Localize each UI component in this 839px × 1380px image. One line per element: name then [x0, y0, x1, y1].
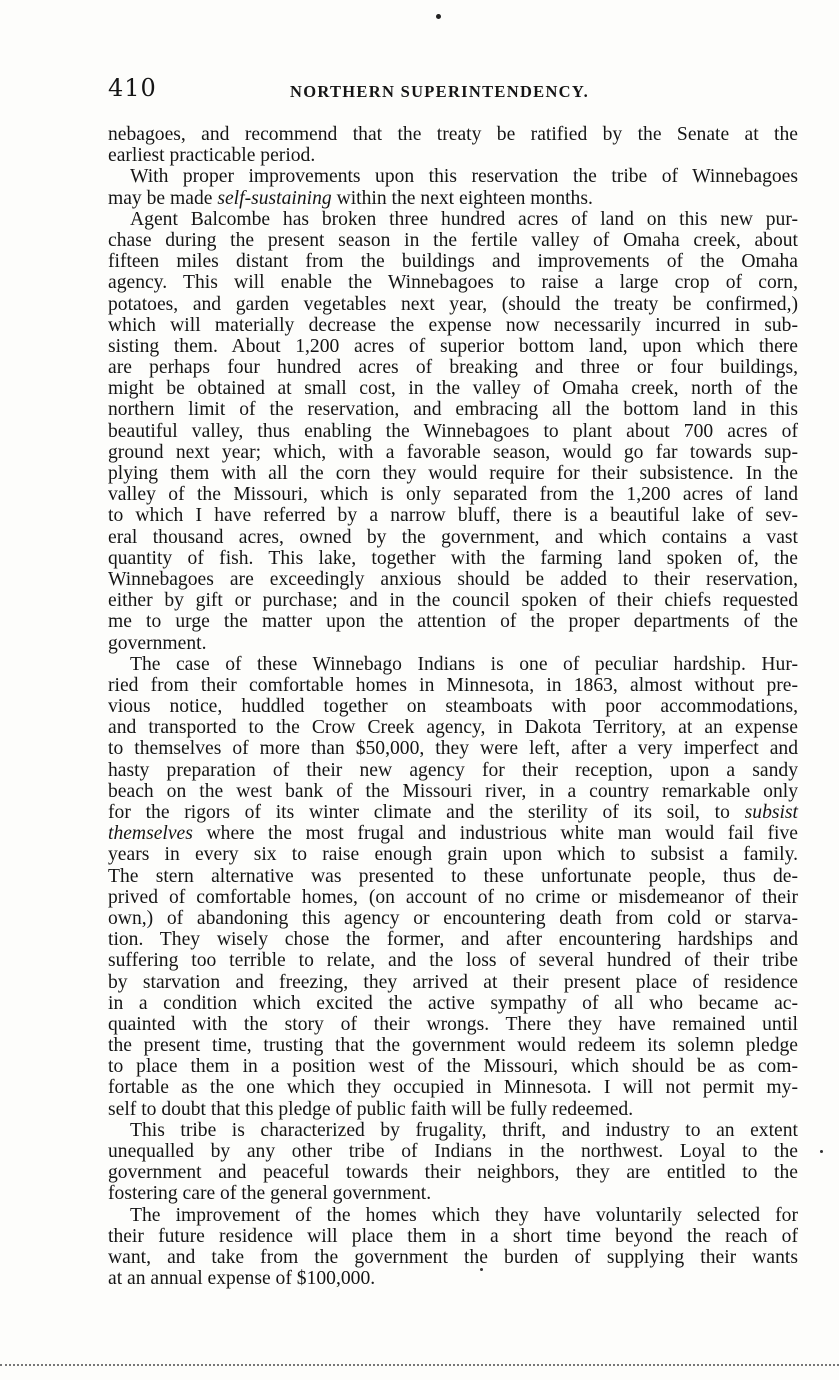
text-line: unequalled by any other tribe of Indians in the northwest. Loyal to the [108, 1141, 798, 1162]
paragraph [108, 209, 798, 654]
paragraph [108, 654, 798, 1120]
text-line: earliest practicable period. [108, 145, 316, 167]
text-line: are perhaps four hundred acres of breaking and three or four buildings, [108, 357, 798, 379]
text-line: to place them in a position west of the Missouri, which should be as com- [108, 1056, 798, 1078]
text-line: fifteen miles distant from the buildings and improvements of the Omaha [108, 251, 798, 273]
page-header [108, 74, 798, 110]
text-line: vious notice, huddled together on steamboats with poor accommodations, [108, 696, 798, 718]
text-line: northern limit of the reservation, and embracing all the bottom land in this [108, 399, 798, 421]
paragraph [108, 124, 798, 166]
text-line: eral thousand acres, owned by the government, and which contains a vast [108, 526, 798, 548]
text-line: Winnebagoes are exceedingly anxious should be added to their reservation, [108, 568, 798, 590]
text-line: beach on the west bank of the Missouri river, in a country remarkable only [108, 780, 798, 802]
text-line: The stern alternative was presented to these unfortunate people, thus de- [108, 865, 798, 887]
text-line: hasty preparation of their new agency for their reception, upon a sandy [108, 759, 798, 781]
scan-speck [480, 1268, 483, 1271]
text-line: in a condition which excited the active sympathy of all who became ac- [108, 992, 798, 1014]
page-bottom-edge [0, 1364, 839, 1366]
paragraph [108, 1120, 798, 1205]
paragraph [108, 1205, 798, 1290]
italic-text: subsist [744, 802, 798, 823]
text-line: government and peaceful towards their neighbors, they are entitled to the [108, 1162, 798, 1184]
text-line: tion. They wisely chose the former, and after encountering hardships and [108, 929, 798, 951]
text-line: want, and take from the government the burden of supplying their wants [108, 1246, 798, 1268]
text-line: ried from their comfortable homes in Minnesota, in 1863, almost without pre- [108, 674, 798, 696]
text-line: years in every six to raise enough grain upon which to subsist a family. [108, 844, 798, 866]
scan-speck [436, 14, 441, 19]
text-line: quantity of fish. This lake, together with the farming land spoken of, the [108, 547, 798, 569]
text-line: to themselves of more than $50,000, they were left, after a very imperfect and [108, 738, 798, 760]
text-line: nebagoes, and recommend that the treaty be ratified by the Senate at the [108, 124, 798, 145]
text-line: prived of comfortable homes, (on account of no crime or misdemeanor of their [108, 886, 798, 908]
text-line: to which I have referred by a narrow bluff, there is a beautiful lake of sev- [108, 505, 798, 527]
text-line: self to doubt that this pledge of public faith will be fully redeemed. [108, 1098, 634, 1120]
text-run: within the next eighteen months. [331, 187, 593, 209]
text-line: chase during the present season in the fertile valley of Omaha creek, about [108, 229, 798, 251]
text-run: for the rigors of its winter climate and the sterility of its soil, to [108, 802, 745, 823]
text-line: potatoes, and garden vegetables next year, (should the treaty be confirmed,) [108, 293, 798, 315]
text-line: valley of the Missouri, which is only separated from the 1,200 acres of land [108, 484, 798, 506]
body-text [108, 124, 798, 1289]
text-line: Agent Balcombe has broken three hundred acres of land on this new pur- [130, 208, 798, 230]
text-line: the present time, trusting that the government would redeem its solemn pledge [108, 1035, 798, 1057]
text-line: at an annual expense of $100,000. [108, 1268, 376, 1290]
running-head: NORTHERN SUPERINTENDENCY. [290, 82, 590, 101]
text-line: me to urge the matter upon the attention of the proper departments of the [108, 611, 798, 633]
text-line: which will materially decrease the expense now necessarily incurred in sub- [108, 314, 798, 336]
text-line: quainted with the story of their wrongs. There they have remained until [108, 1013, 798, 1035]
text-line [108, 188, 798, 209]
text-line: fostering care of the general government. [108, 1183, 432, 1205]
text-line: ground next year; which, with a favorable season, would go far towards sup- [108, 441, 798, 463]
text-line: own,) of abandoning this agency or encountering death from cold or starva- [108, 907, 798, 929]
text-line [108, 823, 798, 844]
text-line: government. [108, 632, 207, 654]
italic-text: themselves [108, 823, 193, 845]
text-line: plying them with all the corn they would require for their subsistence. In the [108, 463, 798, 484]
page-number: 410 [108, 74, 157, 102]
text-line: either by gift or purchase; and in the council spoken of their chiefs requested [108, 590, 798, 612]
text-line: by starvation and freezing, they arrived at their present place of residence [108, 971, 798, 993]
text-run: may be made [108, 187, 218, 209]
text-line: With proper improvements upon this reservation the tribe of Winnebagoes [130, 166, 798, 188]
text-line: The case of these Winnebago Indians is one of peculiar hardship. Hur- [130, 653, 798, 675]
italic-text: self-sustaining [217, 187, 332, 209]
paragraph [108, 166, 798, 208]
text-line: fortable as the one which they occupied in Minnesota. I will not permit my- [108, 1077, 798, 1099]
text-line: This tribe is characterized by frugality, thrift, and industry to an extent [130, 1119, 798, 1141]
text-line: might be obtained at small cost, in the valley of Omaha creek, north of the [108, 378, 798, 400]
text-line: suffering too terrible to relate, and the loss of several hundred of their tribe [108, 950, 798, 972]
text-line: agency. This will enable the Winnebagoes to raise a large crop of corn, [108, 272, 798, 294]
text-line: and transported to the Crow Creek agency, in Dakota Territory, at an expense [108, 717, 798, 739]
text-line [108, 802, 798, 823]
text-run: where the most frugal and industrious white man would fail five [192, 823, 798, 845]
text-line: sisting them. About 1,200 acres of superior bottom land, upon which there [108, 335, 798, 357]
scan-speck [820, 1150, 823, 1153]
text-line: their future residence will place them in a short time beyond the reach of [108, 1225, 798, 1247]
text-line: The improvement of the homes which they have voluntarily selected for [130, 1204, 798, 1226]
text-line: beautiful valley, thus enabling the Winnebagoes to plant about 700 acres of [108, 420, 798, 442]
